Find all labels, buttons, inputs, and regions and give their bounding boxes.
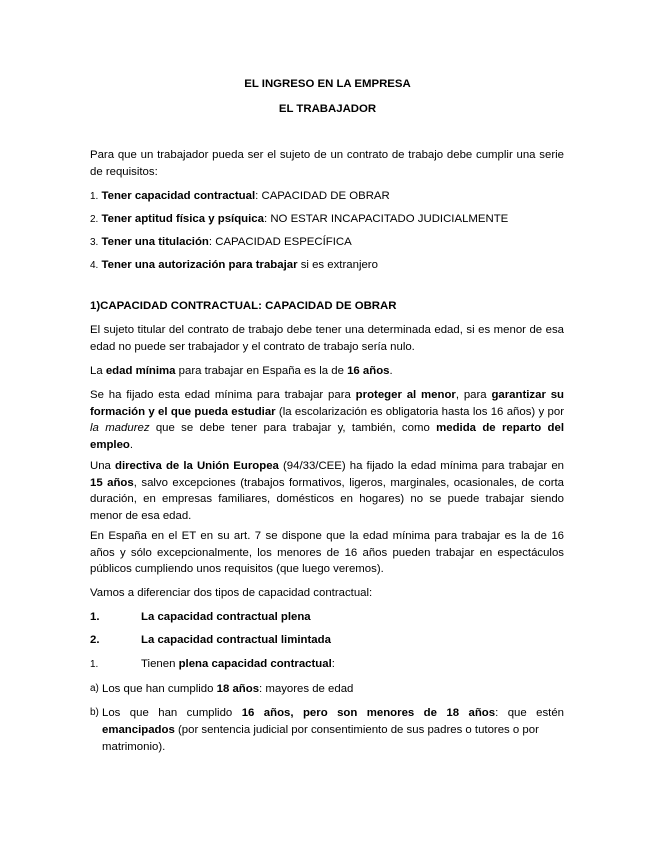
requirement-number: 1. bbox=[90, 191, 99, 202]
paragraph: Vamos a diferenciar dos tipos de capacidad contractual: bbox=[90, 587, 373, 599]
requirement-rest: : CAPACIDAD DE OBRAR bbox=[255, 190, 390, 202]
requirement-rest: : NO ESTAR INCAPACITADO JUDICIALMENTE bbox=[263, 213, 509, 225]
plena-line: Tienen plena capacidad contractual: bbox=[141, 658, 335, 670]
document-title: EL INGRESO EN LA EMPRESA bbox=[244, 78, 411, 90]
requirement-rest: si es extranjero bbox=[297, 259, 378, 271]
requirement-item bbox=[90, 234, 564, 252]
requirement-number: 2. bbox=[90, 214, 99, 225]
requirement-rest: : CAPACIDAD ESPECÍFICA bbox=[208, 236, 352, 248]
sub-item-label: b) bbox=[90, 707, 99, 718]
section-heading: 1)CAPACIDAD CONTRACTUAL: CAPACIDAD DE OBRAR bbox=[90, 300, 397, 312]
type-label: La capacidad contractual limintada bbox=[141, 634, 331, 646]
requirement-item bbox=[90, 257, 564, 275]
paragraph: Una directiva de la Unión Europea (94/33/CEE) ha fijado la edad mínima para trabajar en 15 años, salvo excepciones (trabajos formativos, ligeros, marginales, ocasionales, de corta duración, en empresas familiares, domésticos en hogares) no se puede trabajar siendo menor de esa edad. bbox=[90, 460, 564, 522]
requirement-bold: Tener una autorización para trabajar bbox=[101, 259, 298, 271]
requirement-item bbox=[90, 211, 564, 229]
requirement-number: 4. bbox=[90, 260, 99, 271]
type-label: La capacidad contractual plena bbox=[141, 611, 311, 623]
paragraph: En España en el ET en su art. 7 se dispone que la edad mínima para trabajar es la de 16 años y sólo excepcionalmente, los menores de 16 años pueden trabajar en espectáculos públicos cumpliendo unos requisitos (que luego veremos). bbox=[90, 530, 564, 576]
paragraph: Se ha fijado esta edad mínima para trabajar para proteger al menor, para garantizar su formación y el que pueda estudiar (la escolarización es obligatoria hasta los 16 años) y por la madurez que se debe tener para trabajar y, también, como medida de reparto del empleo. bbox=[90, 389, 565, 451]
paragraph: El sujeto titular del contrato de trabajo debe tener una determinada edad, si es menor de esa edad no puede ser trabajador y el contrato de trabajo sería nulo. bbox=[90, 324, 564, 353]
type-number: 1. bbox=[90, 611, 100, 623]
requirement-bold: Tener una titulación bbox=[101, 236, 209, 248]
type-number: 2. bbox=[90, 634, 100, 646]
plena-number: 1. bbox=[90, 659, 99, 670]
requirement-item bbox=[90, 188, 564, 206]
paragraph: La edad mínima para trabajar en España es la de 16 años. bbox=[90, 365, 393, 377]
sub-item-label: a) bbox=[90, 683, 99, 694]
intro-paragraph: Para que un trabajador pueda ser el sujeto de un contrato de trabajo debe cumplir una serie de requisitos: bbox=[90, 149, 564, 178]
requirement-bold: Tener capacidad contractual bbox=[101, 190, 256, 202]
document-page: EL INGRESO EN LA EMPRESA EL TRABAJADOR Para que un trabajador pueda ser el sujeto de un contrato de trabajo debe cumplir una serie de requisitos: 1. Tener capacidad contractual: CAPACIDAD DE OBRAR 2. Tener aptitud física y psíquica: NO ESTAR INCAPACITADO JUDICIALMENTE 3. Tener una titulación: CAPACIDAD ESPECÍFICA 4. Tener una autorización para trabajar si es extranjero 1)CAPACIDAD CONTRACTUAL: CAPACIDAD DE OBRAR El sujeto titular del contrato de trabajo debe tener una determinada edad, si es menor de esa edad no puede ser trabajador y el contrato de trabajo sería nulo. La edad mínima para trabajar en España es la de 16 años. Se ha fijado esta edad mínima para trabajar para proteger al menor, para garantizar su formación y el que pueda estudiar (la escolarización es obligatoria hasta los 16 años) y por la madurez que se debe tener para trabajar y, también, como medida de reparto del empleo. Una directiva de la Unión Europea (94/33/CEE) ha fijado la edad mínima para trabajar en 15 años, salvo excepciones (trabajos formativos, ligeros, marginales, ocasionales, de corta duración, en empresas familiares, domésticos en hogares) no se puede trabajar siendo menor de esa edad. En España en el ET en su art. 7 se dispone que la edad mínima para trabajar es la de 16 años y sólo excepcionalmente, los menores de 16 años pueden trabajar en espectáculos públicos cumpliendo unos requisitos (que luego veremos). Vamos a diferenciar dos tipos de capacidad contractual: 1. La capacidad contractual plena 2. La capacidad contractual limintada 1. Tienen plena capacidad contractual: a) Los que han cumplido 18 años: mayores de edad b) Los que han cumplido 16 años, pero son menores de 18 años: que estén emancipados (por sentencia judicial por consentimiento de sus padres o tutores o por matrimonio). bbox=[0, 0, 655, 848]
document-subtitle: EL TRABAJADOR bbox=[278, 103, 377, 115]
requirement-number: 3. bbox=[90, 237, 99, 248]
requirement-bold: Tener aptitud física y psíquica bbox=[101, 213, 264, 225]
